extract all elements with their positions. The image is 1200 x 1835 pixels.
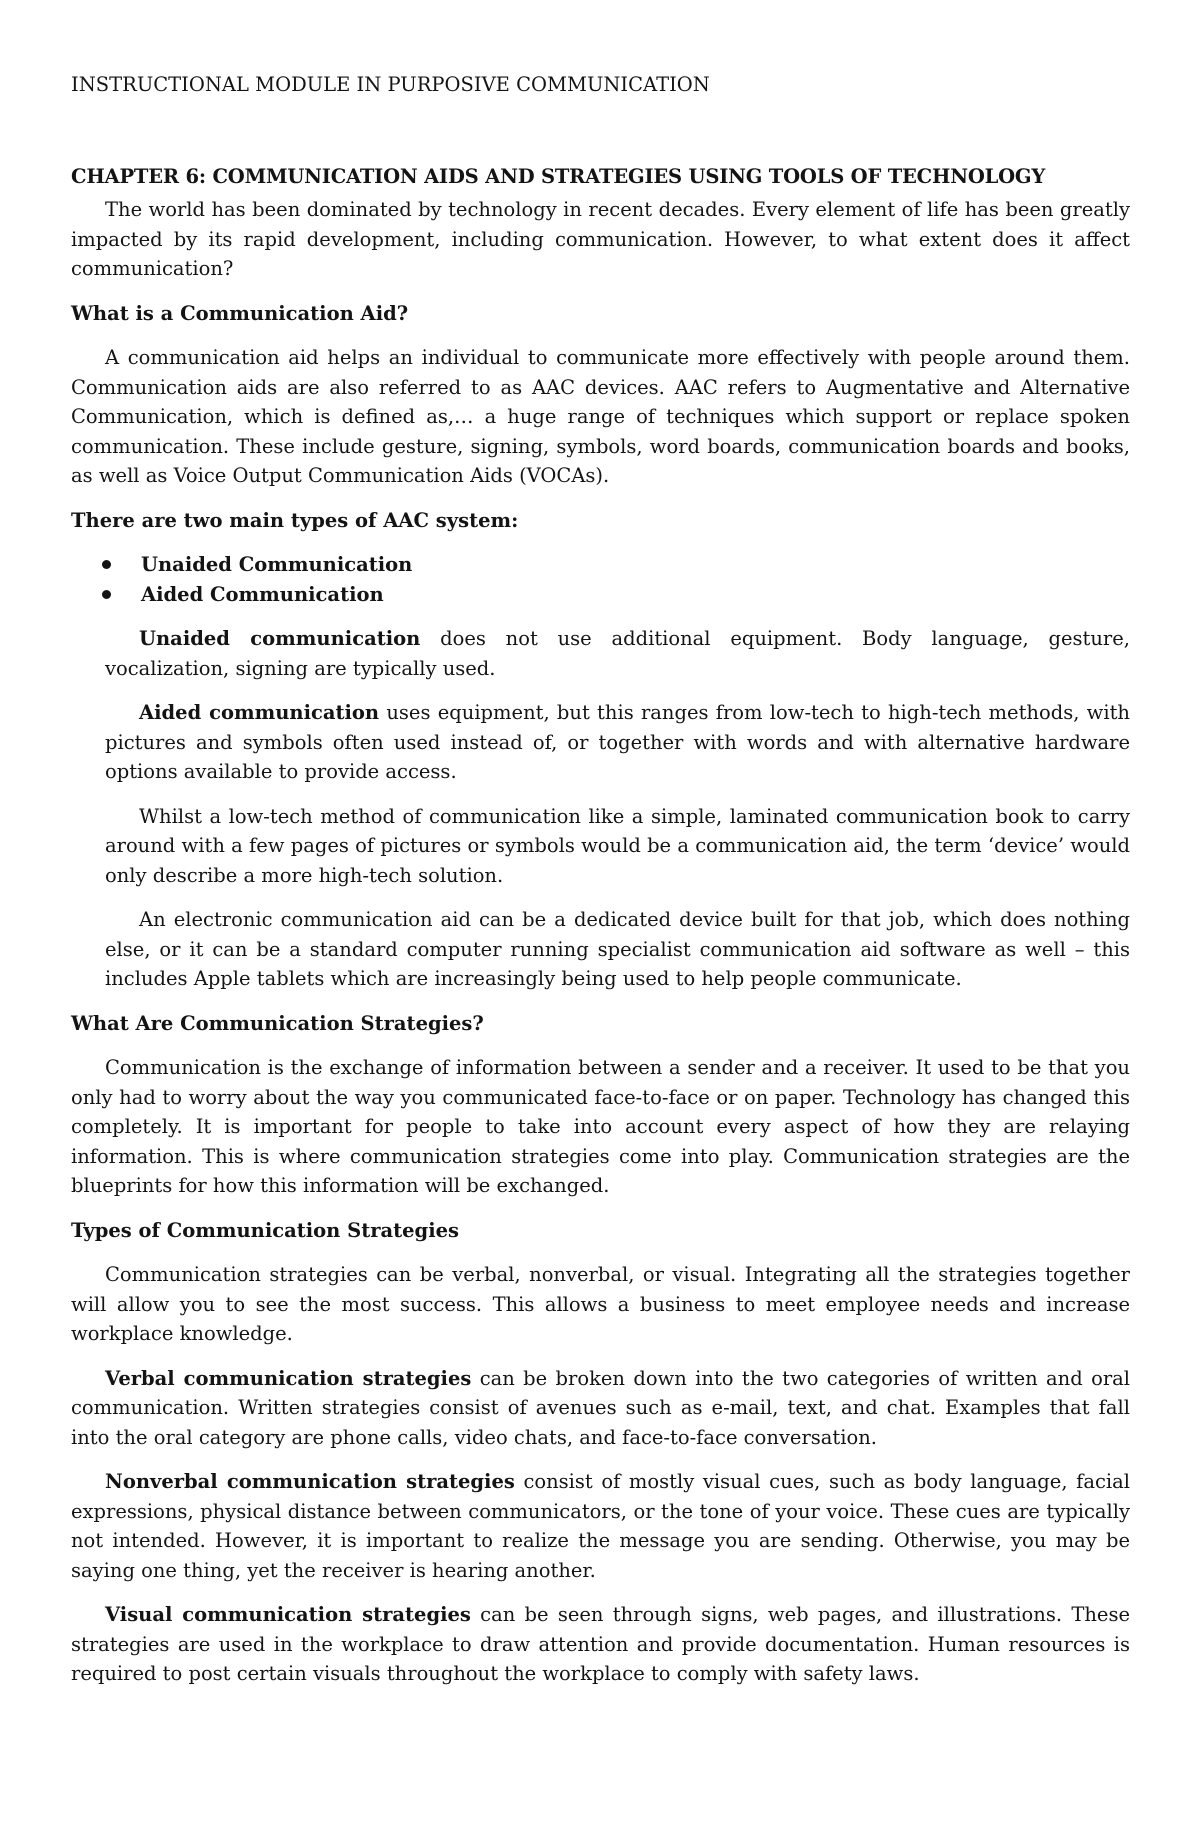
list-item [71,550,1130,580]
unaided-text: does not use additional equipment. Body language, gesture, vocalization, signing are typically used. [105,627,1130,680]
aac-types-list [71,550,1130,609]
aided-paragraph [105,698,1130,787]
heading-communication-strategies: What Are Communication Strategies? [71,1011,484,1035]
aid-paragraph: A communication aid helps an individual to communicate more effectively with people around them. Communication aids are also referred to as AAC devices. AAC refers to Augmentative and Alternative Communication, which is defined as,… a huge range of techniques which support or replace spoken communication. These include gesture, signing, symbols, word boards, communication boards and books, as well as Voice Output Communication Aids (VOCAs). [71,346,1130,487]
visual-text: can be seen through signs, web pages, and illustrations. These strategies are used in the workplace to draw attention and provide documentation. Human resources is required to post certain visuals throughout the workplace to comply with safety laws. [71,1603,1130,1685]
visual-paragraph [71,1600,1130,1689]
module-header: INSTRUCTIONAL MODULE IN PURPOSIVE COMMUNICATION [71,73,710,96]
nonverbal-term: Nonverbal communication strategies [105,1470,515,1493]
nonverbal-text: consist of mostly visual cues, such as body language, facial expressions, physical distance between communicators, or the tone of your voice. These cues are typically not intended. However, it is important to realize the message you are sending. Otherwise, you may be saying one thing, yet the receiver is hearing another. [71,1470,1130,1582]
lowtech-paragraph: Whilst a low-tech method of communication like a simple, laminated communication book to carry around with a few pages of pictures or symbols would be a communication aid, the term ‘device’ would only describe a more high-tech solution. [105,804,1130,887]
aac-type-unaided: Unaided Communication [141,553,413,576]
bullet-icon [102,560,111,569]
visual-term: Visual communication strategies [105,1603,471,1626]
heading-communication-aid: What is a Communication Aid? [71,301,409,325]
strategies-paragraph: Communication is the exchange of information between a sender and a receiver. It used to be that you only had to worry about the way you communicated face-to-face or on paper. Technology has changed this completely. It is important for people to take into account every aspect of how they are relaying information. This is where communication strategies come into play. Communication strategies are the blueprints for how this information will be exchanged. [71,1056,1130,1197]
aided-term: Aided communication [139,701,380,724]
unaided-term: Unaided communication [139,627,421,650]
list-item [71,580,1130,610]
verbal-paragraph [71,1364,1130,1453]
heading-aac-types: There are two main types of AAC system: [71,508,519,532]
aac-type-aided: Aided Communication [141,582,384,606]
electronic-aid-paragraph: An electronic communication aid can be a dedicated device built for that job, which does nothing else, or it can be a standard computer running specialist communication aid software as well – this includes Apple tablets which are increasingly being used to help people communicate. [105,908,1130,990]
verbal-text: can be broken down into the two categories of written and oral communication. Written strategies consist of avenues such as e-mail, text, and chat. Examples that fall into the oral category are phone calls, video chats, and face-to-face conversation. [71,1366,1131,1449]
types-paragraph: Communication strategies can be verbal, nonverbal, or visual. Integrating all the strategies together will allow you to see the most success. This allows a business to meet employee needs and increase workplace knowledge. [71,1263,1130,1345]
nonverbal-paragraph [71,1467,1130,1585]
intro-paragraph: The world has been dominated by technology in recent decades. Every element of life has been greatly impacted by its rapid development, including communication. However, to what extent does it affect communication? [71,198,1130,280]
heading-types-of-strategies: Types of Communication Strategies [71,1218,459,1242]
verbal-term: Verbal communication strategies [105,1366,472,1390]
unaided-paragraph [105,624,1130,683]
bullet-icon [102,590,111,599]
chapter-title: CHAPTER 6: COMMUNICATION AIDS AND STRATEGIES USING TOOLS OF TECHNOLOGY [71,164,1046,188]
aided-text: uses equipment, but this ranges from low-tech to high-tech methods, with pictures and symbols often used instead of, or together with words and with alternative hardware options available to provide access. [105,701,1130,783]
